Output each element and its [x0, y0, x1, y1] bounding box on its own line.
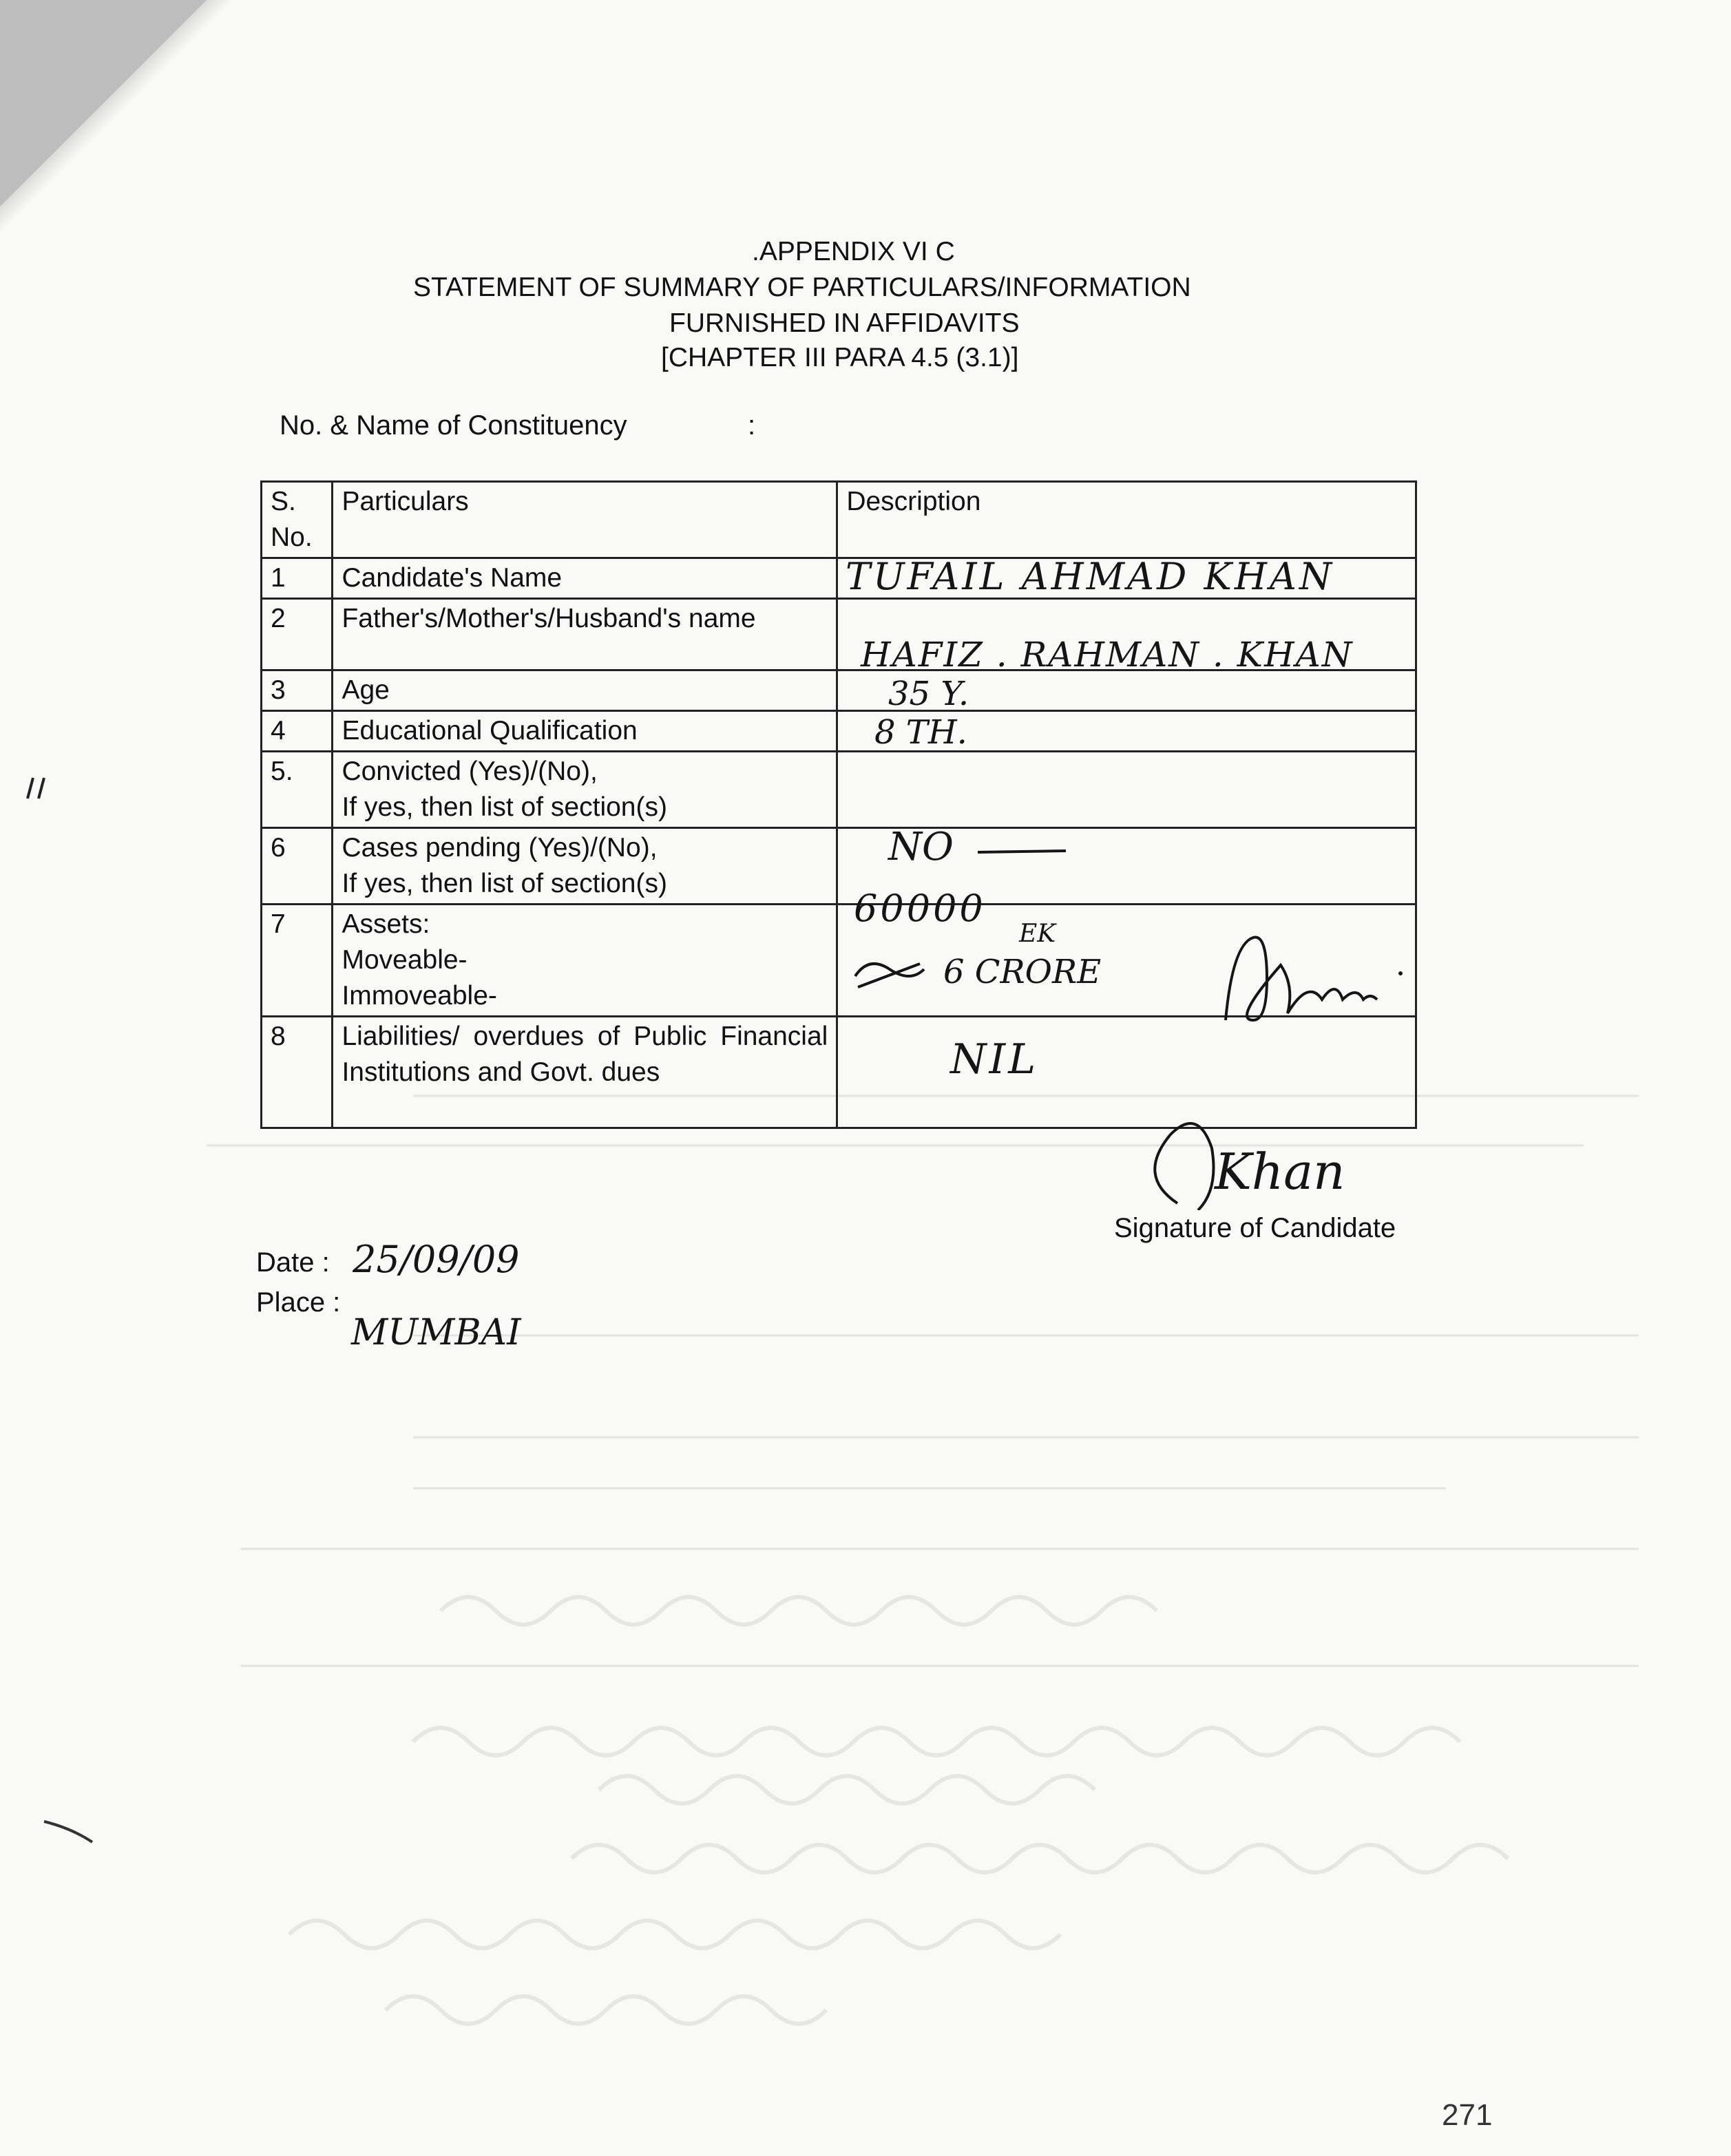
- row-sno: 4: [262, 711, 333, 752]
- handwritten-date: 25/09/09: [353, 1238, 520, 1281]
- row-particulars: Candidate's Name: [333, 558, 837, 599]
- signature-label: Signature of Candidate: [1114, 1213, 1396, 1243]
- row-sno: 5.: [262, 752, 333, 828]
- row-particulars: Convicted (Yes)/(No), If yes, then list of section(s): [333, 752, 837, 828]
- chapter-reference: [CHAPTER III PARA 4.5 (3.1)]: [661, 343, 1019, 372]
- handwritten-parent-name: HAFIZ . RAHMAN . KHAN: [861, 635, 1354, 675]
- header-particulars: Particulars: [333, 482, 837, 558]
- table-row: [262, 752, 1416, 828]
- cases-pending-dash: [978, 848, 1067, 856]
- handwritten-immoveable-note: EK: [1019, 920, 1056, 948]
- candidate-signature: Khan: [1215, 1143, 1345, 1201]
- handwritten-candidate-name: TUFAIL AHMAD KHAN: [846, 555, 1335, 598]
- page-number: 271: [1442, 2098, 1493, 2132]
- row-particulars: Liabilities/ overdues of Public Financial Institutions and Govt. dues: [333, 1017, 837, 1128]
- row-sno: 2: [262, 599, 333, 670]
- table-row: [262, 711, 1416, 752]
- row-particulars: Educational Qualification: [333, 711, 837, 752]
- row-sno: 1: [262, 558, 333, 599]
- row-sno: 6: [262, 828, 333, 905]
- row-particulars: Assets: Moveable- Immoveable-: [333, 905, 837, 1017]
- row-sno: 7: [262, 905, 333, 1017]
- row-description: [837, 752, 1416, 828]
- handwritten-place: MUMBAI: [351, 1312, 521, 1353]
- constituency-separator: :: [748, 410, 756, 441]
- row-description: [837, 1017, 1416, 1128]
- table-row: [262, 1017, 1416, 1128]
- header-description: Description: [837, 482, 1416, 558]
- signature-flourish: [1136, 1121, 1232, 1210]
- place-label: Place :: [256, 1287, 341, 1318]
- row-particulars: Cases pending (Yes)/(No), If yes, then list of section(s): [333, 828, 837, 905]
- table-row: [262, 670, 1416, 711]
- immoveable-strikethrough: [851, 949, 934, 997]
- row-particulars: Age: [333, 670, 837, 711]
- row-sno: 3: [262, 670, 333, 711]
- constituency-label: No. & Name of Constituency: [280, 410, 627, 441]
- date-label: Date :: [256, 1247, 330, 1278]
- document-title-line2: FURNISHED IN AFFIDAVITS: [669, 308, 1020, 338]
- handwritten-moveable-assets: 60000: [854, 887, 986, 930]
- handwritten-liabilities: NIL: [950, 1035, 1039, 1084]
- row-particulars: Father's/Mother's/Husband's name: [333, 599, 837, 670]
- handwritten-cases-pending: NO: [888, 825, 954, 869]
- handwritten-immoveable-assets: 6 CRORE: [943, 953, 1102, 991]
- table-row: [262, 828, 1416, 905]
- table-header-row: [262, 482, 1416, 558]
- margin-scratch: [41, 1817, 96, 1852]
- handwritten-education: 8 TH.: [874, 713, 967, 752]
- header-sno: S. No.: [262, 482, 333, 558]
- handwritten-age: 35 Y.: [888, 675, 969, 713]
- initials-scribble: [1205, 931, 1412, 1027]
- document-title-line1: STATEMENT OF SUMMARY OF PARTICULARS/INFORMATION: [413, 273, 1191, 302]
- row-sno: 8: [262, 1017, 333, 1128]
- margin-tick-marks: [21, 771, 62, 812]
- appendix-heading: .APPENDIX VI C: [752, 237, 955, 266]
